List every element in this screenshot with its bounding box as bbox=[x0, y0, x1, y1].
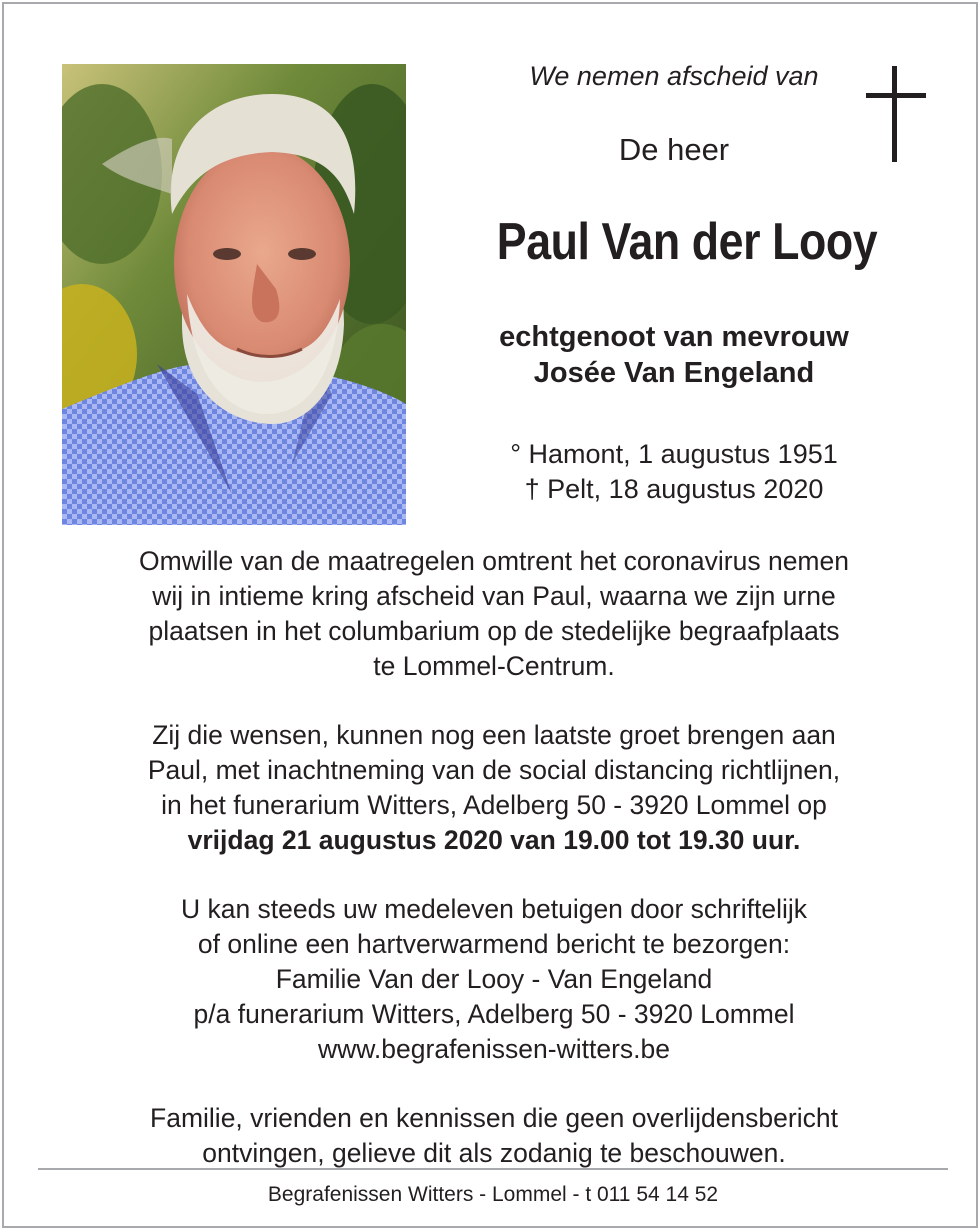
spouse-name: Josée Van Engeland bbox=[533, 357, 815, 389]
paragraph-notice bbox=[44, 1101, 944, 1171]
funeral-home-address: p/a funerarium Witters, Adelberg 50 - 3920 Lommel bbox=[193, 999, 795, 1029]
paragraph-line: wij in intieme kring afscheid van Paul, waarna we zijn urne bbox=[152, 581, 836, 611]
footer-divider bbox=[38, 1168, 948, 1170]
visitation-datetime: vrijdag 21 augustus 2020 van 19.00 tot 19.30 uur. bbox=[187, 825, 801, 855]
birth-line: ° Hamont, 1 augustus 1951 bbox=[510, 439, 838, 469]
paragraph-line: te Lommel-Centrum. bbox=[373, 651, 615, 681]
footer-text: Begrafenissen Witters - Lommel - t 011 54 14 52 bbox=[267, 1183, 719, 1206]
death-line bbox=[424, 472, 924, 507]
deceased-name: Paul Van der Looy bbox=[496, 213, 878, 271]
paragraph-line: Familie, vrienden en kennissen die geen overlijdensbericht bbox=[150, 1103, 838, 1133]
intro-text: We nemen afscheid van bbox=[529, 61, 819, 91]
body-text bbox=[44, 544, 944, 1205]
website-link[interactable]: www.begrafenissen-witters.be bbox=[317, 1034, 671, 1064]
paragraph-line: ontvingen, gelieve dit als zodanig te beschouwen. bbox=[202, 1138, 786, 1168]
death-text: Pelt, 18 augustus 2020 bbox=[547, 474, 824, 504]
family-address: Familie Van der Looy - Van Engeland bbox=[275, 964, 713, 994]
paragraph-line: plaatsen in het columbarium op de stedelijke begraafplaats bbox=[148, 616, 840, 646]
paragraph-ceremony bbox=[44, 544, 944, 684]
paragraph-line: Omwille van de maatregelen omtrent het coronavirus nemen bbox=[139, 546, 849, 576]
title-prefix: De heer bbox=[618, 132, 730, 167]
paragraph-line: U kan steeds uw medeleven betuigen door schriftelijk bbox=[180, 894, 808, 924]
paragraph-line: Zij die wensen, kunnen nog een laatste groet brengen aan bbox=[152, 720, 836, 750]
death-symbol: † bbox=[524, 474, 540, 504]
paragraph-line: Paul, met inachtneming van de social distancing richtlijnen, bbox=[147, 755, 841, 785]
obituary-card bbox=[2, 2, 978, 1228]
paragraph-condolences bbox=[44, 892, 944, 1067]
paragraph-line: of online een hartverwarmend bericht te bezorgen: bbox=[197, 929, 791, 959]
spouse-line: echtgenoot van mevrouw bbox=[499, 321, 849, 353]
spouse-block bbox=[424, 319, 924, 391]
portrait-photo bbox=[62, 64, 406, 525]
paragraph-visitation bbox=[44, 718, 944, 858]
dates-block bbox=[424, 437, 924, 507]
paragraph-line: in het funerarium Witters, Adelberg 50 - 3920 Lommel op bbox=[161, 790, 827, 820]
